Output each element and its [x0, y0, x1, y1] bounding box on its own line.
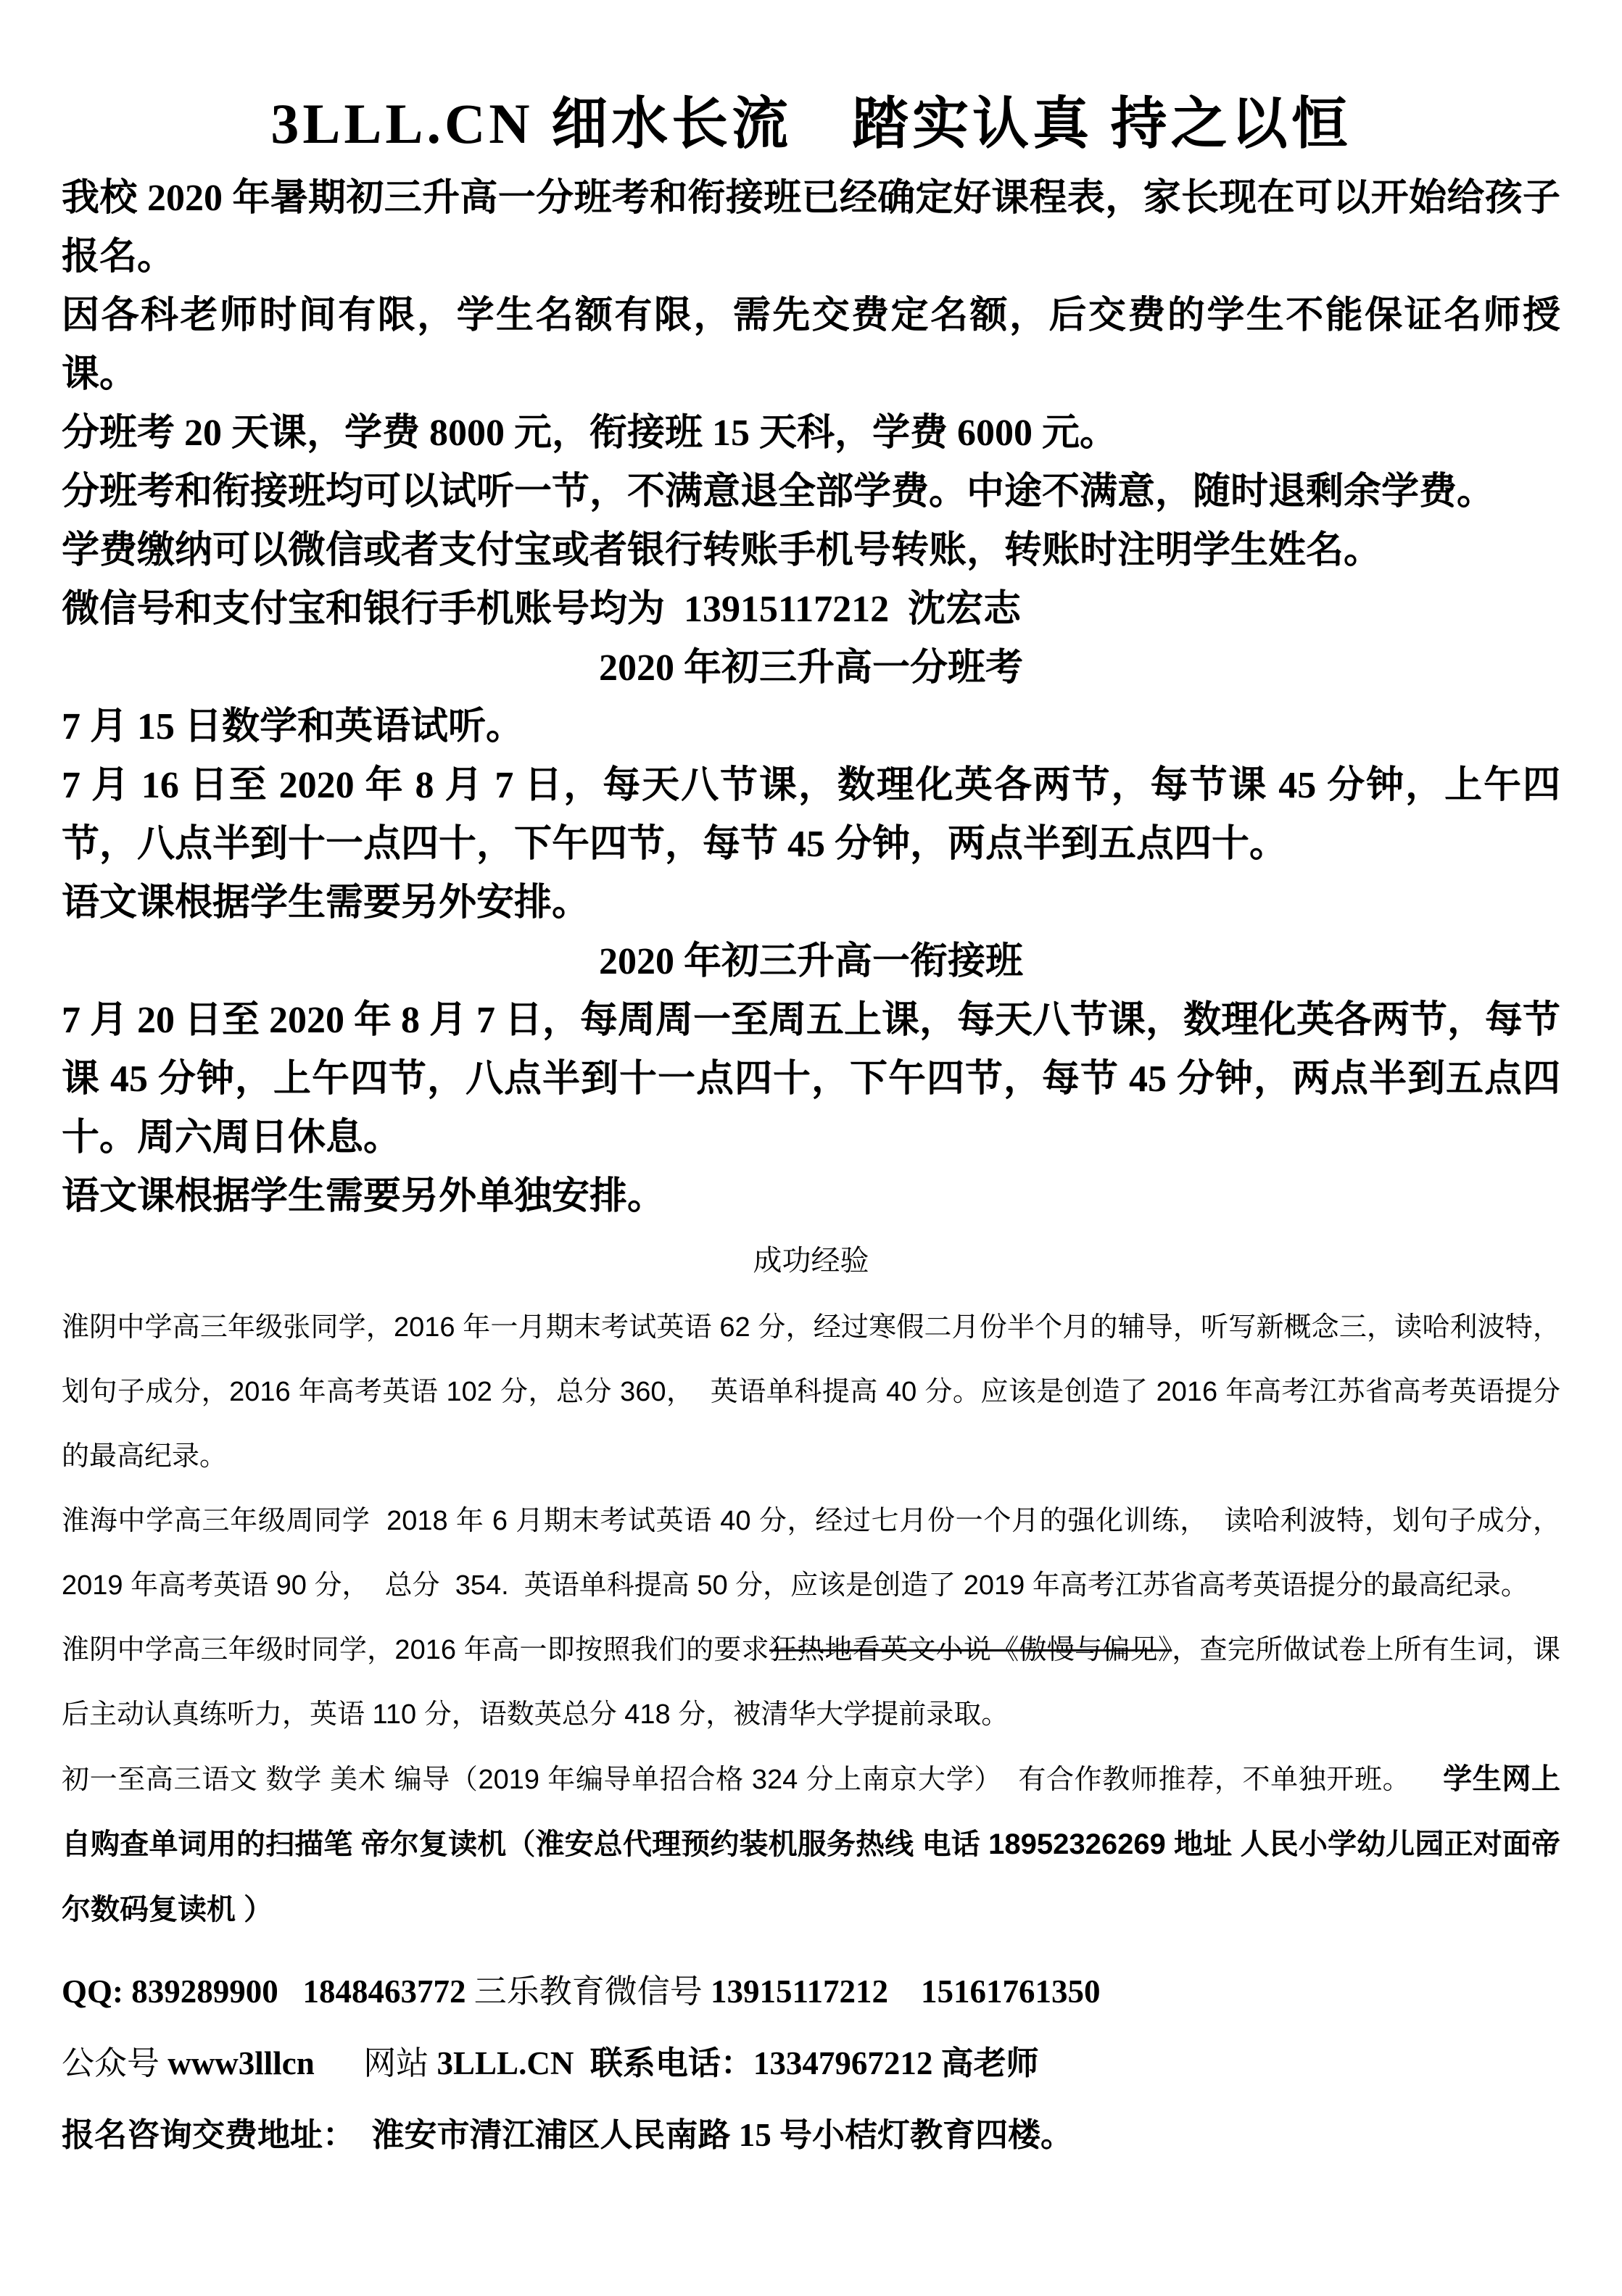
- text-run: 网站: [314, 2045, 437, 2082]
- text-run: 7 月 16 日至 2020 年 8 月 7 日，每天八节课，数理化英各两节，每节课 45 分钟，上午四节，八点半到十一点四十，下午四节，每节 45 分钟，两点半到五点四十。: [62, 765, 1560, 866]
- paragraph: [62, 286, 1560, 404]
- bold-text-run: QQ: 839289900 1848463772: [62, 1973, 474, 2010]
- contact-section: [62, 1956, 1560, 2171]
- text-run: 语文课根据学生需要另外单独安排。: [62, 1176, 666, 1218]
- placement-exam-section: [62, 697, 1560, 932]
- text-run: 淮海中学高三年级周同学 2018 年 6 月期末考试英语 40 分，经过七月份一个月的强化训练， 读哈利波特，划句子成分，2019 年高考英语 90 分， 总分 354. 英语单科提高 50 分，应该是创造了 2019 年高考江苏省高考英语提分的最高纪录。: [62, 1506, 1560, 1601]
- bold-text-run: www3lllcn: [167, 2045, 315, 2082]
- text-run: 因各科老师时间有限，学生名额有限，需先交费定名额，后交费的学生不能保证名师授课。: [62, 295, 1560, 396]
- heading-bridge-class: 2020 年初三升高一衔接班: [598, 941, 1023, 983]
- bold-text-run: 13915117212 15161761350: [711, 1973, 1101, 2010]
- bold-text-run: 联系电话：13347967212 高老师: [574, 2045, 1039, 2082]
- paragraph: [62, 874, 1560, 932]
- paragraph: [62, 1618, 1560, 1747]
- text-run: 我校 2020 年暑期初三升高一分班考和衔接班已经确定好课程表，家长现在可以开始给孩子报名。: [62, 178, 1560, 278]
- paragraph: [62, 1747, 1560, 1943]
- paragraph: [62, 697, 1560, 756]
- bold-text-run: 3LLL.CN: [436, 2045, 574, 2082]
- paragraph: [62, 169, 1560, 286]
- paragraph: [62, 1489, 1560, 1618]
- paragraph: [62, 521, 1560, 580]
- paragraph: [62, 463, 1560, 521]
- text-run: 分班考 20 天课，学费 8000 元，衔接班 15 天科，学费 6000 元。: [62, 413, 1118, 455]
- heading-success-stories: 成功经验: [753, 1245, 869, 1277]
- paragraph: [62, 991, 1560, 1167]
- text-run: 微信号和支付宝和银行手机账号均为 13915117212 沈宏志: [62, 589, 1022, 631]
- bridge-class-section: [62, 991, 1560, 1226]
- text-run: 公众号: [62, 2045, 168, 2082]
- text-run: 7 月 15 日数学和英语试听。: [62, 706, 524, 748]
- text-run: 初一至高三语文 数学 美术 编导（2019 年编导单招合格 324 分上南京大学） 有合作教师推荐，不单独开班。: [62, 1765, 1444, 1796]
- paragraph: [62, 1296, 1560, 1489]
- paragraph: [62, 1167, 1560, 1226]
- paragraph: [62, 404, 1560, 463]
- heading-placement-exam: 2020 年初三升高一分班考: [598, 647, 1023, 689]
- success-stories-section: [62, 1296, 1560, 1943]
- page-title: 3LLL.CN 细水长流 踏实认真 持之以恒: [270, 92, 1352, 155]
- strikethrough-text: 狂热地看英文小说《傲慢与偏见》: [769, 1635, 1172, 1666]
- intro-section: [62, 169, 1560, 639]
- text-run: 三乐教育微信号: [473, 1973, 711, 2010]
- text-run: 7 月 20 日至 2020 年 8 月 7 日，每周周一至周五上课，每天八节课，数理化英各两节，每节课 45 分钟，上午四节，八点半到十一点四十，下午四节，每节 45 分钟，两点半到五点四十。周六周日休息。: [62, 1000, 1561, 1159]
- text-run: ，查完所做试卷上所有生词，课后主动认真练听力，英语 110 分，语数英总分 418 分，被清华大学提前录取。: [62, 1635, 1560, 1731]
- text-run: 淮阴中学高三年级张同学，2016 年一月期末考试英语 62 分，经过寒假二月份半个月的辅导，听写新概念三，读哈利波特，划句子成分，2016 年高考英语 102 分，总分 360， 英语单科提高 40 分。应该是创造了 2016 年高考江苏省高考英语提分的最高纪录。: [62, 1312, 1560, 1472]
- contact-line: [62, 1956, 1560, 2028]
- contact-line: [62, 2028, 1560, 2100]
- bold-text-run: 报名咨询交费地址： 淮安市清江浦区人民南路 15 号小桔灯教育四楼。: [62, 2117, 1074, 2154]
- text-run: 学费缴纳可以微信或者支付宝或者银行转账手机号转账，转账时注明学生姓名。: [62, 530, 1382, 572]
- paragraph: [62, 756, 1560, 874]
- text-run: 分班考和衔接班均可以试听一节，不满意退全部学费。中途不满意，随时退剩余学费。: [62, 471, 1495, 513]
- bold-text-run: 学生网上自购查单词用的扫描笔 帝尔复读机（淮安总代理预约装机服务热线 电话 18952326269 地址 人民小学幼儿园正对面帝尔数码复读机 ）: [62, 1763, 1560, 1926]
- paragraph: [62, 580, 1560, 639]
- contact-line: [62, 2100, 1560, 2171]
- text-run: 淮阴中学高三年级时同学，2016 年高一即按照我们的要求: [62, 1635, 769, 1666]
- text-run: 语文课根据学生需要另外安排。: [62, 882, 590, 924]
